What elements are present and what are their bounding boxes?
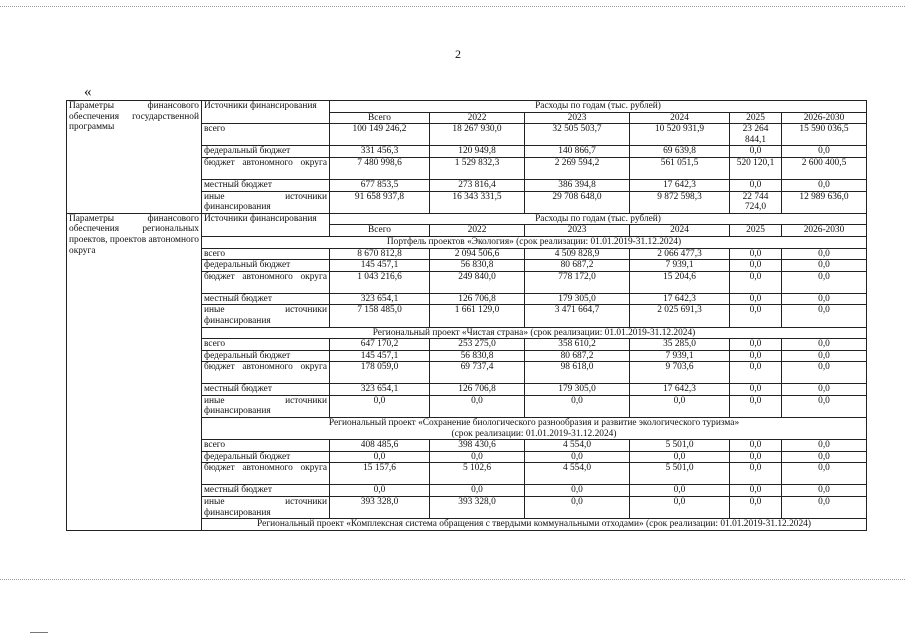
section-title <box>202 418 867 440</box>
value-cell: 0,0 <box>782 179 867 191</box>
year-header: 2023 <box>525 225 630 237</box>
source-label: иные источники финансирования <box>202 497 330 519</box>
value-cell: 17 642,3 <box>630 384 730 396</box>
source-label: иные источники финансирования <box>202 305 330 327</box>
value-cell: 273 816,4 <box>430 179 525 191</box>
value-cell: 17 642,3 <box>630 293 730 305</box>
source-label: федеральный бюджет <box>202 350 330 362</box>
source-label: местный бюджет <box>202 384 330 396</box>
value-cell: 0,0 <box>730 248 782 260</box>
value-cell: 0,0 <box>430 395 525 417</box>
value-cell: 23 264 844,1 <box>730 124 782 146</box>
value-cell: 0,0 <box>782 362 867 384</box>
value-cell: 386 394,8 <box>525 179 630 191</box>
value-cell: 677 853,5 <box>330 179 430 191</box>
value-cell: 4 554,0 <box>525 440 630 452</box>
value-cell: 0,0 <box>730 362 782 384</box>
value-cell: 2 600 400,5 <box>782 157 867 179</box>
value-cell: 2 094 506,6 <box>430 248 525 260</box>
value-cell: 0,0 <box>730 305 782 327</box>
value-cell: 29 708 648,0 <box>525 191 630 213</box>
section-title-line: Портфель проектов «Экология» (срок реализации: 01.01.2019-31.12.2024) <box>386 236 682 247</box>
source-label: всего <box>202 440 330 452</box>
value-cell: 561 051,5 <box>630 157 730 179</box>
source-label: местный бюджет <box>202 179 330 191</box>
source-label: федеральный бюджет <box>202 146 330 158</box>
value-cell: 0,0 <box>782 395 867 417</box>
value-cell: 5 501,0 <box>630 440 730 452</box>
section-title-line: Региональный проект «Комплексная система обращения с твердыми коммунальными отходами» (срок реализации: 01.01.2019-31.12.2024) <box>257 519 811 530</box>
value-cell: 0,0 <box>730 463 782 485</box>
value-cell: 1 661 129,0 <box>430 305 525 327</box>
section-title <box>202 327 867 339</box>
value-cell: 0,0 <box>730 271 782 293</box>
sources-header: Источники финансирования <box>202 213 330 236</box>
value-cell: 1 043 216,6 <box>330 271 430 293</box>
source-label: местный бюджет <box>202 485 330 497</box>
value-cell: 5 102,6 <box>430 463 525 485</box>
source-label: всего <box>202 248 330 260</box>
expenses-header: Расходы по годам (тыс. рублей) <box>330 101 867 113</box>
value-cell: 56 830,8 <box>430 350 525 362</box>
header-row <box>67 213 867 225</box>
value-cell: 10 520 931,9 <box>630 124 730 146</box>
value-cell: 0,0 <box>430 451 525 463</box>
section-title <box>202 236 867 248</box>
value-cell: 0,0 <box>525 497 630 519</box>
opening-quote-mark: « <box>84 84 92 100</box>
value-cell: 323 654,1 <box>330 384 430 396</box>
source-label: иные источники финансирования <box>202 395 330 417</box>
value-cell: 9 872 598,3 <box>630 191 730 213</box>
value-cell: 2 066 477,3 <box>630 248 730 260</box>
value-cell: 0,0 <box>630 497 730 519</box>
section-title-line: Региональный проект «Сохранение биологического разнообразия и развитие экологического туризма» <box>328 418 740 429</box>
year-header: 2022 <box>430 225 525 237</box>
value-cell: 0,0 <box>782 260 867 272</box>
value-cell: 140 866,7 <box>525 146 630 158</box>
year-header: 2024 <box>630 112 730 124</box>
scan-artifact-mark <box>30 632 48 633</box>
value-cell: 126 706,8 <box>430 384 525 396</box>
year-header: Всего <box>330 225 430 237</box>
source-label: бюджет автономного округа <box>202 362 330 384</box>
value-cell: 0,0 <box>730 384 782 396</box>
year-header: 2025 <box>730 112 782 124</box>
value-cell: 0,0 <box>782 271 867 293</box>
source-label: бюджет автономного округа <box>202 157 330 179</box>
value-cell: 0,0 <box>730 451 782 463</box>
source-label: всего <box>202 339 330 351</box>
section-title-line: Региональный проект «Чистая страна» (срок реализации: 01.01.2019-31.12.2024) <box>372 327 696 338</box>
value-cell: 0,0 <box>630 485 730 497</box>
value-cell: 5 501,0 <box>630 463 730 485</box>
value-cell: 0,0 <box>730 350 782 362</box>
source-label: иные источники финансирования <box>202 191 330 213</box>
scan-artifact-top <box>0 6 905 7</box>
value-cell: 35 285,0 <box>630 339 730 351</box>
value-cell: 179 305,0 <box>525 293 630 305</box>
value-cell: 0,0 <box>782 440 867 452</box>
year-header: 2025 <box>730 225 782 237</box>
value-cell: 0,0 <box>330 485 430 497</box>
value-cell: 7 480 998,6 <box>330 157 430 179</box>
page-number: 2 <box>455 47 461 61</box>
sources-header: Источники финансирования <box>202 101 330 124</box>
value-cell: 520 120,1 <box>730 157 782 179</box>
value-cell: 15 157,6 <box>330 463 430 485</box>
value-cell: 0,0 <box>630 451 730 463</box>
value-cell: 4 554,0 <box>525 463 630 485</box>
value-cell: 18 267 930,0 <box>430 124 525 146</box>
value-cell: 393 328,0 <box>430 497 525 519</box>
section-title-line: (срок реализации: 01.01.2019-31.12.2024) <box>451 428 617 439</box>
value-cell: 0,0 <box>782 305 867 327</box>
value-cell: 8 670 812,8 <box>330 248 430 260</box>
value-cell: 2 025 691,3 <box>630 305 730 327</box>
value-cell: 393 328,0 <box>330 497 430 519</box>
value-cell: 7 939,1 <box>630 350 730 362</box>
value-cell: 120 949,8 <box>430 146 525 158</box>
value-cell: 0,0 <box>730 293 782 305</box>
value-cell: 98 618,0 <box>525 362 630 384</box>
year-header: Всего <box>330 112 430 124</box>
expenses-header: Расходы по годам (тыс. рублей) <box>330 213 867 225</box>
value-cell: 0,0 <box>330 451 430 463</box>
section-title <box>202 519 867 531</box>
value-cell: 0,0 <box>782 485 867 497</box>
value-cell: 0,0 <box>730 440 782 452</box>
value-cell: 178 059,0 <box>330 362 430 384</box>
value-cell: 80 687,2 <box>525 260 630 272</box>
value-cell: 22 744 724,0 <box>730 191 782 213</box>
value-cell: 0,0 <box>782 146 867 158</box>
value-cell: 69 639,8 <box>630 146 730 158</box>
value-cell: 249 840,0 <box>430 271 525 293</box>
value-cell: 0,0 <box>782 451 867 463</box>
year-header: 2026-2030 <box>782 112 867 124</box>
value-cell: 179 305,0 <box>525 384 630 396</box>
value-cell: 15 590 036,5 <box>782 124 867 146</box>
value-cell: 0,0 <box>630 395 730 417</box>
year-header: 2024 <box>630 225 730 237</box>
value-cell: 778 172,0 <box>525 271 630 293</box>
value-cell: 91 658 937,8 <box>330 191 430 213</box>
value-cell: 2 269 594,2 <box>525 157 630 179</box>
value-cell: 0,0 <box>730 395 782 417</box>
source-label: бюджет автономного округа <box>202 463 330 485</box>
value-cell: 69 737,4 <box>430 362 525 384</box>
value-cell: 100 149 246,2 <box>330 124 430 146</box>
value-cell: 0,0 <box>782 350 867 362</box>
value-cell: 0,0 <box>525 451 630 463</box>
source-label: федеральный бюджет <box>202 451 330 463</box>
value-cell: 7 158 485,0 <box>330 305 430 327</box>
value-cell: 12 989 636,0 <box>782 191 867 213</box>
value-cell: 0,0 <box>782 384 867 396</box>
value-cell: 32 505 503,7 <box>525 124 630 146</box>
value-cell: 126 706,8 <box>430 293 525 305</box>
year-header: 2026-2030 <box>782 225 867 237</box>
value-cell: 0,0 <box>525 485 630 497</box>
value-cell: 0,0 <box>730 146 782 158</box>
value-cell: 0,0 <box>730 179 782 191</box>
value-cell: 331 456,3 <box>330 146 430 158</box>
value-cell: 0,0 <box>730 260 782 272</box>
source-label: местный бюджет <box>202 293 330 305</box>
value-cell: 0,0 <box>782 339 867 351</box>
value-cell: 0,0 <box>525 395 630 417</box>
value-cell: 4 509 828,9 <box>525 248 630 260</box>
value-cell: 0,0 <box>730 497 782 519</box>
value-cell: 1 529 832,3 <box>430 157 525 179</box>
value-cell: 0,0 <box>782 293 867 305</box>
header-row <box>67 101 867 113</box>
value-cell: 0,0 <box>730 485 782 497</box>
year-header: 2022 <box>430 112 525 124</box>
value-cell: 323 654,1 <box>330 293 430 305</box>
value-cell: 7 939,1 <box>630 260 730 272</box>
scan-artifact-bottom <box>0 579 905 580</box>
value-cell: 145 457,1 <box>330 260 430 272</box>
value-cell: 408 485,6 <box>330 440 430 452</box>
value-cell: 3 471 664,7 <box>525 305 630 327</box>
value-cell: 16 343 331,5 <box>430 191 525 213</box>
value-cell: 0,0 <box>730 339 782 351</box>
value-cell: 80 687,2 <box>525 350 630 362</box>
value-cell: 15 204,6 <box>630 271 730 293</box>
source-label: бюджет автономного округа <box>202 271 330 293</box>
program-params-label: Параметры финансового обеспечения государственной программы <box>67 101 202 214</box>
value-cell: 0,0 <box>782 497 867 519</box>
source-label: всего <box>202 124 330 146</box>
value-cell: 253 275,0 <box>430 339 525 351</box>
source-label: федеральный бюджет <box>202 260 330 272</box>
value-cell: 0,0 <box>782 463 867 485</box>
value-cell: 0,0 <box>330 395 430 417</box>
value-cell: 358 610,2 <box>525 339 630 351</box>
value-cell: 0,0 <box>430 485 525 497</box>
financing-table <box>66 100 867 531</box>
regional-params-label: Параметры финансового обеспечения региональных проектов, проектов автономного округа <box>67 213 202 530</box>
value-cell: 647 170,2 <box>330 339 430 351</box>
value-cell: 56 830,8 <box>430 260 525 272</box>
value-cell: 17 642,3 <box>630 179 730 191</box>
value-cell: 0,0 <box>782 248 867 260</box>
year-header: 2023 <box>525 112 630 124</box>
value-cell: 398 430,6 <box>430 440 525 452</box>
value-cell: 9 703,6 <box>630 362 730 384</box>
value-cell: 145 457,1 <box>330 350 430 362</box>
